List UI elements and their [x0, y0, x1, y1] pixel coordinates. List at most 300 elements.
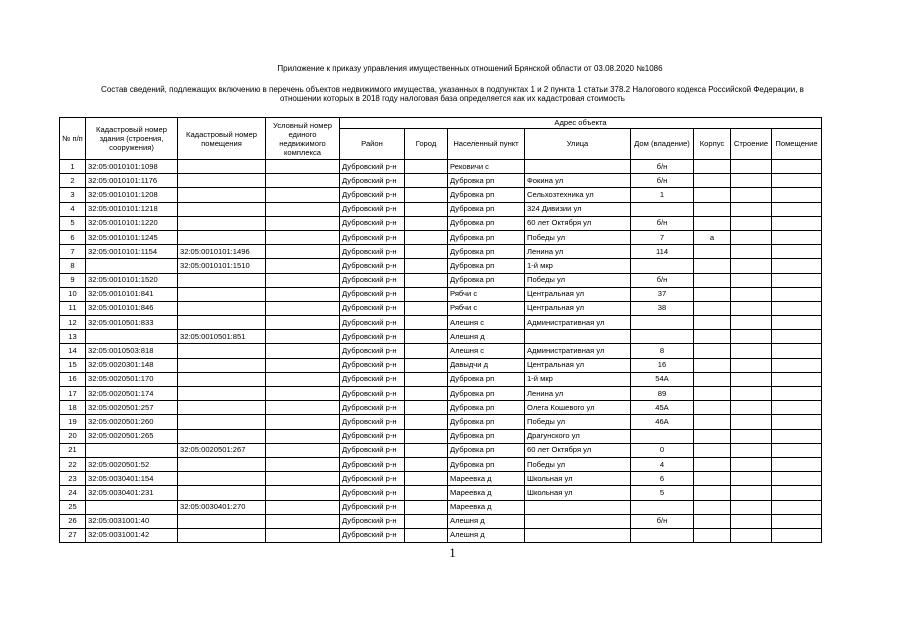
cell-city — [405, 202, 448, 216]
cell-house: 0 — [631, 443, 694, 457]
cell-building-cadastral: 32:05:0020501:257 — [86, 401, 178, 415]
cell-conditional-number — [266, 202, 340, 216]
cell-korpus — [694, 443, 731, 457]
table-row — [60, 387, 822, 401]
cell-conditional-number — [266, 287, 340, 301]
cell-korpus — [694, 486, 731, 500]
cell-korpus — [694, 188, 731, 202]
cell-street: Олега Кошевого ул — [525, 401, 631, 415]
cell-building-cadastral: 32:05:0030401:231 — [86, 486, 178, 500]
cell-premises-cadastral — [178, 202, 266, 216]
cell-city — [405, 372, 448, 386]
cell-locality: Мареевка д — [448, 486, 525, 500]
cell-korpus — [694, 358, 731, 372]
cell-building-cadastral: 32:05:0010101:841 — [86, 287, 178, 301]
cell-row-num: 7 — [60, 245, 86, 259]
cell-street: Школьная ул — [525, 486, 631, 500]
cell-city — [405, 273, 448, 287]
cell-premises-cadastral — [178, 372, 266, 386]
cell-stroenie — [731, 230, 772, 244]
cell-street: Сельхозтехника ул — [525, 188, 631, 202]
cell-building-cadastral: 32:05:0020301:148 — [86, 358, 178, 372]
table-row — [60, 259, 822, 273]
cell-pomeshchenie — [772, 344, 822, 358]
cell-district: Дубровский р-н — [340, 457, 405, 471]
cell-stroenie — [731, 486, 772, 500]
cell-korpus — [694, 472, 731, 486]
cell-street: Фокина ул — [525, 174, 631, 188]
cell-row-num: 11 — [60, 301, 86, 315]
cell-stroenie — [731, 415, 772, 429]
cell-house: б/н — [631, 273, 694, 287]
cell-district: Дубровский р-н — [340, 500, 405, 514]
cell-locality: Дубровка рп — [448, 259, 525, 273]
cell-korpus — [694, 259, 731, 273]
cell-building-cadastral: 32:05:0031001:42 — [86, 528, 178, 542]
table-row — [60, 429, 822, 443]
cell-conditional-number — [266, 514, 340, 528]
cell-pomeshchenie — [772, 174, 822, 188]
cell-premises-cadastral — [178, 457, 266, 471]
cell-conditional-number — [266, 344, 340, 358]
cell-district: Дубровский р-н — [340, 443, 405, 457]
cell-city — [405, 472, 448, 486]
cell-city — [405, 401, 448, 415]
cell-district: Дубровский р-н — [340, 216, 405, 230]
cell-conditional-number — [266, 273, 340, 287]
header-address: Адрес объекта — [340, 118, 822, 129]
cell-pomeshchenie — [772, 301, 822, 315]
cell-conditional-number — [266, 259, 340, 273]
cell-city — [405, 387, 448, 401]
cell-korpus — [694, 429, 731, 443]
cell-premises-cadastral — [178, 216, 266, 230]
cell-city — [405, 188, 448, 202]
cell-row-num: 9 — [60, 273, 86, 287]
cell-stroenie — [731, 528, 772, 542]
cell-locality: Алешня д — [448, 330, 525, 344]
cell-pomeshchenie — [772, 245, 822, 259]
cell-street — [525, 500, 631, 514]
cell-city — [405, 174, 448, 188]
cell-conditional-number — [266, 457, 340, 471]
cell-row-num: 24 — [60, 486, 86, 500]
cell-building-cadastral: 32:05:0020501:260 — [86, 415, 178, 429]
cell-pomeshchenie — [772, 443, 822, 457]
cell-house: 7 — [631, 230, 694, 244]
cell-locality: Рябчи с — [448, 287, 525, 301]
cell-street: Драгунского ул — [525, 429, 631, 443]
cell-pomeshchenie — [772, 457, 822, 471]
cell-city — [405, 160, 448, 174]
register-body — [60, 160, 822, 543]
cell-premises-cadastral: 32:05:0010101:1496 — [178, 245, 266, 259]
cell-row-num: 1 — [60, 160, 86, 174]
cell-building-cadastral: 32:05:0010101:1245 — [86, 230, 178, 244]
cell-building-cadastral: 32:05:0010503:818 — [86, 344, 178, 358]
cell-city — [405, 429, 448, 443]
cell-pomeshchenie — [772, 202, 822, 216]
cell-conditional-number — [266, 372, 340, 386]
table-row — [60, 486, 822, 500]
cell-pomeshchenie — [772, 415, 822, 429]
cell-stroenie — [731, 160, 772, 174]
cell-district: Дубровский р-н — [340, 514, 405, 528]
cell-conditional-number — [266, 174, 340, 188]
cell-pomeshchenie — [772, 188, 822, 202]
cell-premises-cadastral — [178, 160, 266, 174]
cell-building-cadastral: 32:05:0010101:1154 — [86, 245, 178, 259]
cell-district: Дубровский р-н — [340, 287, 405, 301]
cell-korpus — [694, 245, 731, 259]
cell-city — [405, 457, 448, 471]
cell-house — [631, 316, 694, 330]
table-row — [60, 301, 822, 315]
cell-stroenie — [731, 287, 772, 301]
cell-building-cadastral: 32:05:0020501:265 — [86, 429, 178, 443]
cell-district: Дубровский р-н — [340, 245, 405, 259]
cell-stroenie — [731, 514, 772, 528]
cell-house — [631, 259, 694, 273]
cell-row-num: 22 — [60, 457, 86, 471]
cell-building-cadastral: 32:05:0010101:1520 — [86, 273, 178, 287]
cell-city — [405, 528, 448, 542]
cell-row-num: 5 — [60, 216, 86, 230]
cell-conditional-number — [266, 230, 340, 244]
cell-building-cadastral: 32:05:0031001:40 — [86, 514, 178, 528]
cell-city — [405, 216, 448, 230]
cell-locality: Дубровка рп — [448, 443, 525, 457]
cell-locality: Дубровка рп — [448, 429, 525, 443]
cell-row-num: 15 — [60, 358, 86, 372]
table-row — [60, 174, 822, 188]
cell-row-num: 12 — [60, 316, 86, 330]
cell-premises-cadastral — [178, 174, 266, 188]
cell-city — [405, 245, 448, 259]
cell-premises-cadastral — [178, 486, 266, 500]
cell-premises-cadastral: 32:05:0010101:1510 — [178, 259, 266, 273]
cell-premises-cadastral — [178, 415, 266, 429]
cell-stroenie — [731, 273, 772, 287]
cell-pomeshchenie — [772, 316, 822, 330]
appendix-reference: Приложение к приказу управления имущественных отношений Брянской области от 03.08.2020 №1086 — [277, 64, 663, 73]
table-row — [60, 273, 822, 287]
cell-pomeshchenie — [772, 372, 822, 386]
cell-conditional-number — [266, 486, 340, 500]
cell-row-num: 18 — [60, 401, 86, 415]
cell-house: 46А — [631, 415, 694, 429]
cell-conditional-number — [266, 301, 340, 315]
cell-house: 16 — [631, 358, 694, 372]
cell-stroenie — [731, 372, 772, 386]
cell-korpus — [694, 401, 731, 415]
cell-building-cadastral: 32:05:0010501:833 — [86, 316, 178, 330]
cell-row-num: 21 — [60, 443, 86, 457]
cell-stroenie — [731, 202, 772, 216]
cell-street: 60 лет Октября ул — [525, 443, 631, 457]
cell-house: 45А — [631, 401, 694, 415]
cell-stroenie — [731, 358, 772, 372]
cell-building-cadastral: 32:05:0010101:1098 — [86, 160, 178, 174]
cell-conditional-number — [266, 160, 340, 174]
cell-district: Дубровский р-н — [340, 316, 405, 330]
cell-street: Центральная ул — [525, 358, 631, 372]
cell-korpus — [694, 344, 731, 358]
cell-locality: Алешня д — [448, 528, 525, 542]
cell-street: Школьная ул — [525, 472, 631, 486]
cell-locality: Дубровка рп — [448, 387, 525, 401]
cell-building-cadastral: 32:05:0010101:1220 — [86, 216, 178, 230]
cell-row-num: 25 — [60, 500, 86, 514]
property-register-table — [59, 117, 822, 543]
header-stroenie: Строение — [731, 128, 772, 160]
cell-conditional-number — [266, 500, 340, 514]
cell-stroenie — [731, 301, 772, 315]
header-building-cadastral: Кадастровый номер здания (строения, сооружения) — [86, 118, 178, 160]
cell-locality: Дубровка рп — [448, 245, 525, 259]
cell-district: Дубровский р-н — [340, 486, 405, 500]
cell-district: Дубровский р-н — [340, 330, 405, 344]
cell-pomeshchenie — [772, 472, 822, 486]
cell-district: Дубровский р-н — [340, 273, 405, 287]
cell-stroenie — [731, 174, 772, 188]
cell-pomeshchenie — [772, 273, 822, 287]
cell-row-num: 6 — [60, 230, 86, 244]
cell-locality: Мареевка д — [448, 472, 525, 486]
cell-korpus — [694, 330, 731, 344]
cell-premises-cadastral: 32:05:0010501:851 — [178, 330, 266, 344]
cell-row-num: 13 — [60, 330, 86, 344]
cell-street — [525, 528, 631, 542]
cell-house: 5 — [631, 486, 694, 500]
cell-row-num: 8 — [60, 259, 86, 273]
cell-pomeshchenie — [772, 160, 822, 174]
cell-district: Дубровский р-н — [340, 372, 405, 386]
cell-pomeshchenie — [772, 429, 822, 443]
cell-stroenie — [731, 429, 772, 443]
cell-pomeshchenie — [772, 216, 822, 230]
cell-conditional-number — [266, 429, 340, 443]
cell-korpus — [694, 273, 731, 287]
cell-conditional-number — [266, 443, 340, 457]
cell-row-num: 17 — [60, 387, 86, 401]
table-row — [60, 443, 822, 457]
cell-locality: Дубровка рп — [448, 230, 525, 244]
cell-building-cadastral: 32:05:0010101:1176 — [86, 174, 178, 188]
cell-stroenie — [731, 443, 772, 457]
cell-district: Дубровский р-н — [340, 387, 405, 401]
cell-house: 1 — [631, 188, 694, 202]
table-row — [60, 202, 822, 216]
cell-row-num: 19 — [60, 415, 86, 429]
cell-house — [631, 429, 694, 443]
cell-locality: Алешня с — [448, 344, 525, 358]
cell-premises-cadastral — [178, 387, 266, 401]
cell-building-cadastral — [86, 500, 178, 514]
table-row — [60, 330, 822, 344]
document-title-line-2: отношении которых в 2018 году налоговая база определяется как их кадастровая стоимость — [280, 94, 625, 103]
cell-house: б/н — [631, 160, 694, 174]
cell-street: 1-й мкр — [525, 259, 631, 273]
cell-street: Административная ул — [525, 344, 631, 358]
cell-locality: Давыдчи д — [448, 358, 525, 372]
table-row — [60, 472, 822, 486]
cell-korpus — [694, 216, 731, 230]
cell-city — [405, 443, 448, 457]
cell-street: Ленина ул — [525, 387, 631, 401]
table-row — [60, 372, 822, 386]
cell-premises-cadastral — [178, 358, 266, 372]
cell-korpus — [694, 387, 731, 401]
header-house: Дом (владение) — [631, 128, 694, 160]
cell-row-num: 2 — [60, 174, 86, 188]
cell-district: Дубровский р-н — [340, 230, 405, 244]
cell-korpus — [694, 174, 731, 188]
cell-pomeshchenie — [772, 401, 822, 415]
cell-premises-cadastral: 32:05:0020501:267 — [178, 443, 266, 457]
table-row — [60, 344, 822, 358]
cell-premises-cadastral — [178, 472, 266, 486]
cell-korpus — [694, 514, 731, 528]
cell-pomeshchenie — [772, 486, 822, 500]
cell-korpus — [694, 372, 731, 386]
cell-street: Победы ул — [525, 273, 631, 287]
cell-row-num: 26 — [60, 514, 86, 528]
cell-locality: Рябчи с — [448, 301, 525, 315]
cell-premises-cadastral — [178, 188, 266, 202]
cell-house: 114 — [631, 245, 694, 259]
cell-house — [631, 202, 694, 216]
cell-premises-cadastral — [178, 316, 266, 330]
cell-house: б/н — [631, 216, 694, 230]
cell-stroenie — [731, 457, 772, 471]
cell-conditional-number — [266, 401, 340, 415]
cell-district: Дубровский р-н — [340, 401, 405, 415]
cell-city — [405, 415, 448, 429]
cell-row-num: 4 — [60, 202, 86, 216]
header-street: Улица — [525, 128, 631, 160]
cell-street: Центральная ул — [525, 301, 631, 315]
cell-locality: Алешня с — [448, 316, 525, 330]
cell-city — [405, 230, 448, 244]
cell-row-num: 16 — [60, 372, 86, 386]
header-premises-cadastral: Кадастровый номер помещения — [178, 118, 266, 160]
cell-conditional-number — [266, 528, 340, 542]
cell-district: Дубровский р-н — [340, 429, 405, 443]
cell-building-cadastral: 32:05:0020501:174 — [86, 387, 178, 401]
cell-korpus — [694, 301, 731, 315]
cell-row-num: 14 — [60, 344, 86, 358]
cell-locality: Дубровка рп — [448, 415, 525, 429]
cell-stroenie — [731, 401, 772, 415]
cell-street — [525, 330, 631, 344]
cell-house: 4 — [631, 457, 694, 471]
cell-premises-cadastral — [178, 301, 266, 315]
table-row — [60, 188, 822, 202]
header-num: № п/п — [60, 118, 86, 160]
cell-house: б/н — [631, 514, 694, 528]
cell-district: Дубровский р-н — [340, 160, 405, 174]
cell-korpus — [694, 287, 731, 301]
cell-district: Дубровский р-н — [340, 188, 405, 202]
cell-house: 89 — [631, 387, 694, 401]
cell-pomeshchenie — [772, 528, 822, 542]
cell-street — [525, 514, 631, 528]
cell-pomeshchenie — [772, 387, 822, 401]
cell-stroenie — [731, 216, 772, 230]
cell-locality: Дубровка рп — [448, 174, 525, 188]
cell-pomeshchenie — [772, 330, 822, 344]
cell-pomeshchenie — [772, 514, 822, 528]
cell-korpus — [694, 500, 731, 514]
cell-premises-cadastral — [178, 401, 266, 415]
cell-premises-cadastral — [178, 514, 266, 528]
cell-building-cadastral: 32:05:0020501:170 — [86, 372, 178, 386]
cell-city — [405, 486, 448, 500]
cell-locality: Дубровка рп — [448, 457, 525, 471]
cell-stroenie — [731, 188, 772, 202]
cell-pomeshchenie — [772, 358, 822, 372]
cell-premises-cadastral — [178, 287, 266, 301]
cell-korpus — [694, 415, 731, 429]
cell-conditional-number — [266, 316, 340, 330]
cell-building-cadastral — [86, 259, 178, 273]
cell-house — [631, 330, 694, 344]
cell-street: Победы ул — [525, 457, 631, 471]
cell-building-cadastral — [86, 443, 178, 457]
cell-stroenie — [731, 472, 772, 486]
cell-house: 38 — [631, 301, 694, 315]
cell-pomeshchenie — [772, 287, 822, 301]
cell-district: Дубровский р-н — [340, 301, 405, 315]
header-pomeshchenie: Помещение — [772, 128, 822, 160]
cell-street: 324 Дивизии ул — [525, 202, 631, 216]
table-row — [60, 230, 822, 244]
cell-conditional-number — [266, 330, 340, 344]
table-row — [60, 500, 822, 514]
document-title-line-1: Состав сведений, подлежащих включению в перечень объектов недвижимого имущества, указанных в подпунктах 1 и 2 пункта 1 статьи 378.2 Налогового кодекса Российской Федерации, в — [101, 85, 804, 94]
cell-stroenie — [731, 259, 772, 273]
header-locality: Населенный пункт — [448, 128, 525, 160]
cell-city — [405, 514, 448, 528]
cell-district: Дубровский р-н — [340, 415, 405, 429]
cell-city — [405, 344, 448, 358]
cell-stroenie — [731, 387, 772, 401]
cell-building-cadastral — [86, 330, 178, 344]
cell-locality: Рековичи с — [448, 160, 525, 174]
table-row — [60, 287, 822, 301]
cell-building-cadastral: 32:05:0020501:52 — [86, 457, 178, 471]
cell-premises-cadastral — [178, 344, 266, 358]
cell-conditional-number — [266, 358, 340, 372]
cell-city — [405, 358, 448, 372]
cell-row-num: 3 — [60, 188, 86, 202]
cell-korpus — [694, 160, 731, 174]
table-row — [60, 245, 822, 259]
cell-city — [405, 316, 448, 330]
cell-district: Дубровский р-н — [340, 472, 405, 486]
cell-conditional-number — [266, 472, 340, 486]
cell-house — [631, 528, 694, 542]
table-row — [60, 216, 822, 230]
cell-house: б/н — [631, 174, 694, 188]
table-row — [60, 415, 822, 429]
header-district: Район — [340, 128, 405, 160]
cell-premises-cadastral — [178, 273, 266, 287]
cell-district: Дубровский р-н — [340, 358, 405, 372]
cell-korpus — [694, 528, 731, 542]
cell-street — [525, 160, 631, 174]
